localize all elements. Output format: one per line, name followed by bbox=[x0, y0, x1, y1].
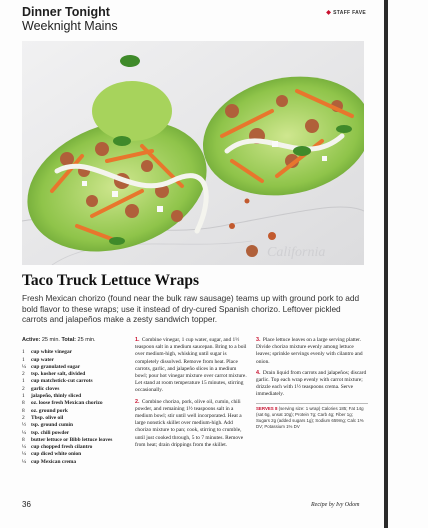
list-item: ¼ tsp. chili powder bbox=[22, 429, 70, 436]
step-4: 4. Drain liquid from carrots and jalapeños; discard garlic. Top each wrap evenly with carrot mixture; drizzle each with 1½ teaspoons crema. Serve immediately. bbox=[256, 369, 367, 398]
step-3: 3. Place lettuce leaves on a large serving platter. Divide chorizo mixture evenly among lettuce leaves; sprinkle servings evenly with cilantro and onion. bbox=[256, 337, 363, 365]
page-edge bbox=[384, 0, 388, 528]
recipe-credit: Recipe by Ivy Odom bbox=[311, 502, 360, 508]
photo-watermark: California bbox=[267, 245, 326, 260]
staff-fave-badge bbox=[326, 9, 366, 16]
list-item: 1 cup water bbox=[22, 356, 54, 363]
time-info bbox=[22, 337, 128, 344]
list-item: ½ tsp. ground cumin bbox=[22, 422, 73, 429]
steps-column-2 bbox=[256, 337, 368, 430]
section-title: Dinner Tonight bbox=[22, 5, 110, 19]
list-item: 1 cup white vinegar bbox=[22, 349, 73, 356]
step-2: 2. Combine chorizo, pork, olive oil, cumin, chili powder, and remaining 1½ teaspoons salt in a medium bowl; stir until well incorporated. Heat a large nonstick skillet over medium-high. Add chorizo mixture to pan; cook, stirring to crumble, until just cooked through, 5 to 7 minutes. Remove from heat; drain drippings from the skillet. bbox=[135, 398, 244, 448]
page-number: 36 bbox=[22, 500, 31, 509]
nutrition-info: SERVES 8 (serving size: 1 wrap) Calories 185; Fat 14g (sat 6g, unsat 10g); Protein 7g; Carb 4g; Fiber 1g; Sugars 2g (added sugars 1g); Sodium 659mg; Calc 1% DV; Potassium 1% DV bbox=[256, 403, 368, 430]
list-item: ¼ cup diced white onion bbox=[22, 451, 82, 458]
list-item: 2 Tbsp. olive oil bbox=[22, 414, 64, 421]
lettuce-wraps-illustration bbox=[22, 41, 364, 265]
ingredient-list bbox=[22, 349, 128, 466]
steps-column-1 bbox=[135, 337, 247, 453]
list-item: 1 cup matchstick-cut carrots bbox=[22, 378, 93, 385]
list-item: 1 jalapeño, thinly sliced bbox=[22, 393, 82, 400]
total-label: Total: bbox=[61, 337, 77, 343]
active-value: 25 min. bbox=[41, 337, 60, 343]
section-header bbox=[22, 5, 366, 33]
recipe-intro: Fresh Mexican chorizo (found near the bulk raw sausage) teams up with ground pork to add bold flavor to these wraps; use it instead of dry-cured Spanish chorizo. Leftover pickled carrots and jalapeños make a zesty sandwich topper. bbox=[22, 293, 360, 325]
list-item: ¼ cup granulated sugar bbox=[22, 363, 81, 370]
active-label: Active: bbox=[22, 337, 41, 343]
total-value: 25 min. bbox=[77, 337, 96, 343]
diamond-icon: ◆ bbox=[326, 10, 332, 16]
ingredients-column bbox=[22, 337, 128, 466]
list-item: 8 oz. loose fresh Mexican chorizo bbox=[22, 400, 103, 407]
step-1: 1. Combine vinegar, 1 cup water, sugar, and 1½ teaspoon salt in a medium saucepan. Bring to a boil over medium-high, whisking until sugar is completely dissolved. Remove from heat. Place carrots, garlic, and jalapeño slices in a medium bowl; pour hot vinegar mixture over carrot mixture. Let stand at room temperature 15 minutes, stirring occasionally. bbox=[135, 337, 247, 394]
section-subtitle: Weeknight Mains bbox=[22, 19, 118, 33]
list-item: ¼ cup chopped fresh cilantro bbox=[22, 444, 93, 451]
staff-fave-label: STAFF FAVE bbox=[333, 10, 366, 16]
recipe-photo bbox=[22, 41, 364, 265]
recipe-title: Taco Truck Lettuce Wraps bbox=[22, 272, 199, 289]
list-item: 2 garlic cloves bbox=[22, 385, 60, 392]
list-item: 2 tsp. kosher salt, divided bbox=[22, 371, 86, 378]
list-item: 8 oz. ground pork bbox=[22, 407, 68, 414]
list-item: ¼ cup Mexican crema bbox=[22, 458, 77, 465]
list-item: 8 butter lettuce or Bibb lettuce leaves bbox=[22, 436, 113, 443]
